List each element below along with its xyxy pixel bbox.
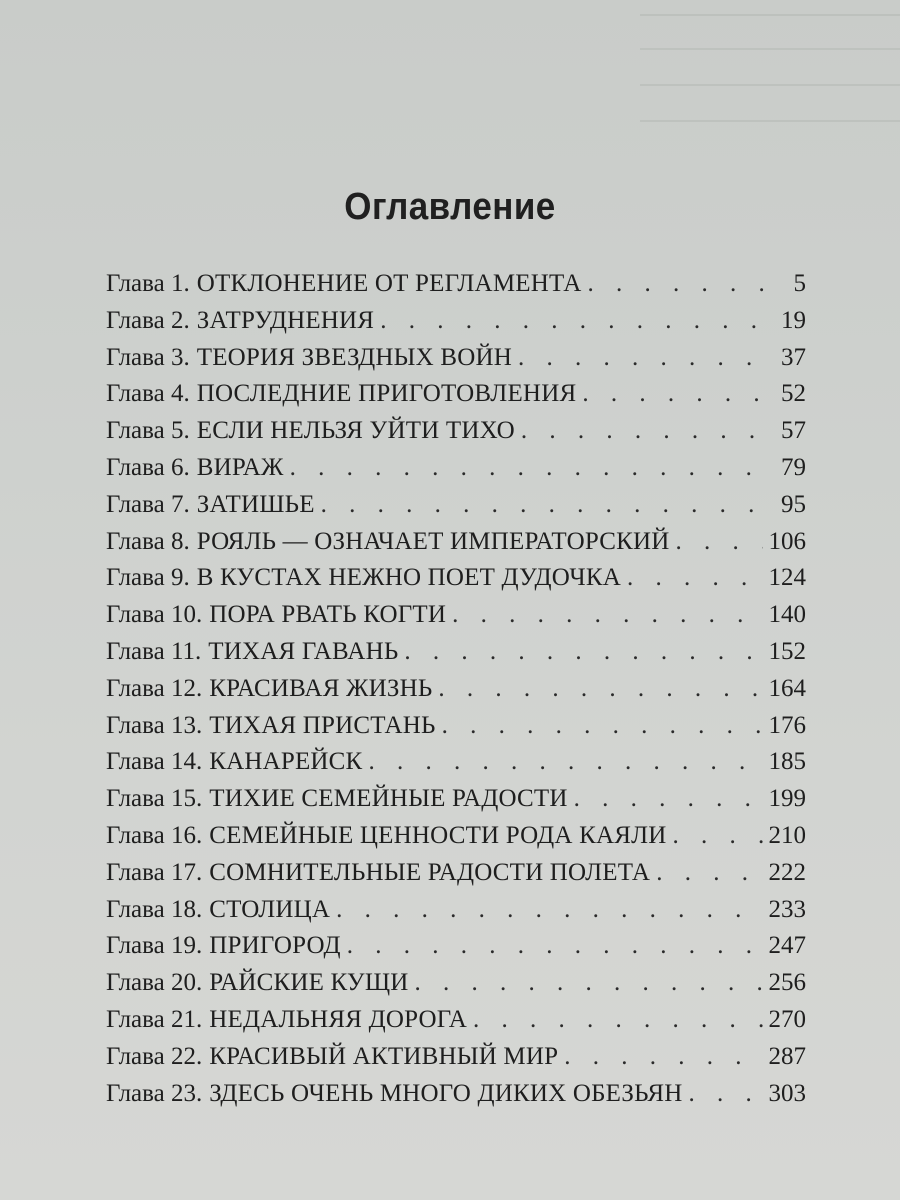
chapter-label: Глава 8. [106, 527, 190, 555]
dot-leader [673, 818, 763, 855]
page-number: 185 [768, 748, 806, 776]
chapter-label: Глава 16. [106, 821, 203, 849]
chapter-title: КРАСИВАЯ ЖИЗНЬ [209, 674, 433, 702]
toc-entry [106, 855, 806, 892]
page-number: 270 [768, 1005, 806, 1033]
chapter-title: СЕМЕЙНЫЕ ЦЕННОСТИ РОДА КАЯЛИ [209, 821, 667, 849]
chapter-label: Глава 3. [106, 343, 190, 371]
dot-leader [582, 376, 775, 413]
page-number: 95 [781, 490, 806, 518]
toc-entry [106, 1039, 806, 1076]
dot-leader [336, 892, 762, 929]
toc-entry [106, 450, 806, 487]
page-number: 5 [793, 270, 806, 297]
bleed-through-line [640, 48, 900, 50]
page-number: 233 [768, 895, 806, 923]
chapter-label: Глава 2. [106, 306, 190, 334]
chapter-title: ТЕОРИЯ ЗВЕЗДНЫХ ВОЙН [196, 343, 513, 371]
chapter-title: ЗДЕСЬ ОЧЕНЬ МНОГО ДИКИХ ОБЕЗЬЯН [209, 1079, 683, 1107]
page-number: 79 [781, 453, 806, 481]
chapter-title: ТИХИЕ СЕМЕЙНЫЕ РАДОСТИ [209, 785, 568, 813]
dot-leader [347, 928, 763, 965]
toc-entry [106, 560, 806, 597]
toc-entry [106, 965, 806, 1002]
dot-leader [404, 634, 762, 671]
chapter-label: Глава 1. [106, 270, 190, 297]
toc-entry [106, 928, 806, 965]
chapter-label: Глава 6. [106, 453, 190, 481]
chapter-label: Глава 19. [106, 932, 203, 960]
page-number: 210 [768, 821, 806, 849]
chapter-title: КРАСИВЫЙ АКТИВНЫЙ МИР [209, 1042, 559, 1070]
page-number: 247 [768, 932, 806, 960]
dot-leader [290, 450, 775, 487]
page-number: 37 [781, 343, 806, 371]
dot-leader [438, 671, 762, 708]
toc-entry [106, 892, 806, 929]
page-number: 52 [781, 380, 806, 408]
chapter-label: Глава 20. [106, 969, 203, 997]
dot-leader [321, 487, 775, 524]
dot-leader [689, 1076, 763, 1113]
page-number: 152 [768, 637, 806, 665]
chapter-label: Глава 9. [106, 564, 190, 592]
dot-leader [521, 413, 775, 450]
chapter-title: ЕСЛИ НЕЛЬЗЯ УЙТИ ТИХО [196, 417, 515, 445]
page-number: 164 [768, 674, 806, 702]
table-of-contents [106, 266, 806, 1112]
chapter-label: Глава 7. [106, 490, 190, 518]
bleed-through-line [640, 14, 900, 16]
bleed-through-line [640, 84, 900, 86]
page-number: 176 [768, 711, 806, 739]
chapter-title: РОЯЛЬ — ОЗНАЧАЕТ ИМПЕРАТОРСКИЙ [196, 527, 670, 555]
chapter-label: Глава 13. [106, 711, 203, 739]
chapter-label: Глава 21. [106, 1005, 203, 1033]
toc-entry [106, 524, 806, 561]
dot-leader [564, 1039, 762, 1076]
toc-entry [106, 708, 806, 745]
page-number: 199 [768, 785, 806, 813]
toc-entry [106, 1076, 806, 1113]
page-number: 222 [768, 858, 806, 886]
chapter-title: ПОСЛЕДНИЕ ПРИГОТОВЛЕНИЯ [196, 380, 577, 408]
dot-leader [676, 524, 763, 561]
dot-leader [587, 266, 780, 303]
toc-entry [106, 597, 806, 634]
toc-entry [106, 671, 806, 708]
toc-entry [106, 1002, 806, 1039]
toc-entry [106, 744, 806, 781]
dot-leader [627, 560, 763, 597]
chapter-title: ПРИГОРОД [209, 932, 341, 960]
page-title: Оглавление [344, 186, 556, 228]
chapter-title: НЕДАЛЬНЯЯ ДОРОГА [209, 1005, 467, 1033]
page-number: 124 [768, 564, 806, 592]
dot-leader [452, 597, 762, 634]
toc-entry [106, 781, 806, 818]
page-number: 106 [768, 527, 806, 555]
chapter-label: Глава 10. [106, 601, 203, 629]
page-number: 57 [781, 417, 806, 445]
chapter-title: ТИХАЯ ГАВАНЬ [208, 637, 399, 665]
page-number: 303 [768, 1079, 806, 1107]
chapter-label: Глава 11. [106, 637, 202, 665]
chapter-label: Глава 4. [106, 380, 190, 408]
chapter-title: ОТКЛОНЕНИЕ ОТ РЕГЛАМЕНТА [196, 270, 582, 297]
toc-entry [106, 634, 806, 671]
dot-leader [574, 781, 763, 818]
dot-leader [518, 340, 775, 377]
chapter-label: Глава 22. [106, 1042, 203, 1070]
chapter-label: Глава 12. [106, 674, 203, 702]
toc-entry [106, 487, 806, 524]
dot-leader [473, 1002, 763, 1039]
toc-entry [106, 376, 806, 413]
chapter-title: В КУСТАХ НЕЖНО ПОЕТ ДУДОЧКА [196, 564, 621, 592]
chapter-label: Глава 14. [106, 748, 203, 776]
toc-entry [106, 413, 806, 450]
chapter-title: ПОРА РВАТЬ КОГТИ [209, 601, 447, 629]
bleed-through-line [640, 120, 900, 122]
toc-entry [106, 266, 806, 303]
page-number: 287 [768, 1042, 806, 1070]
chapter-title: РАЙСКИЕ КУЩИ [209, 969, 409, 997]
chapter-label: Глава 18. [106, 895, 203, 923]
chapter-title: ВИРАЖ [196, 453, 284, 481]
page-number: 19 [781, 306, 806, 334]
chapter-label: Глава 5. [106, 417, 190, 445]
chapter-label: Глава 23. [106, 1079, 203, 1107]
toc-entry [106, 818, 806, 855]
chapter-title: ТИХАЯ ПРИСТАНЬ [209, 711, 436, 739]
dot-leader [415, 965, 763, 1002]
chapter-label: Глава 17. [106, 858, 203, 886]
dot-leader [380, 303, 775, 340]
dot-leader [368, 744, 762, 781]
page-number: 256 [768, 969, 806, 997]
toc-entry [106, 303, 806, 340]
chapter-title: ЗАТИШЬЕ [196, 490, 315, 518]
chapter-label: Глава 15. [106, 785, 203, 813]
dot-leader [656, 855, 762, 892]
chapter-title: СТОЛИЦА [209, 895, 331, 923]
toc-entry [106, 340, 806, 377]
chapter-title: СОМНИТЕЛЬНЫЕ РАДОСТИ ПОЛЕТА [209, 858, 651, 886]
dot-leader [442, 708, 763, 745]
chapter-title: КАНАРЕЙСК [209, 748, 363, 776]
page-number: 140 [768, 601, 806, 629]
chapter-title: ЗАТРУДНЕНИЯ [196, 306, 375, 334]
